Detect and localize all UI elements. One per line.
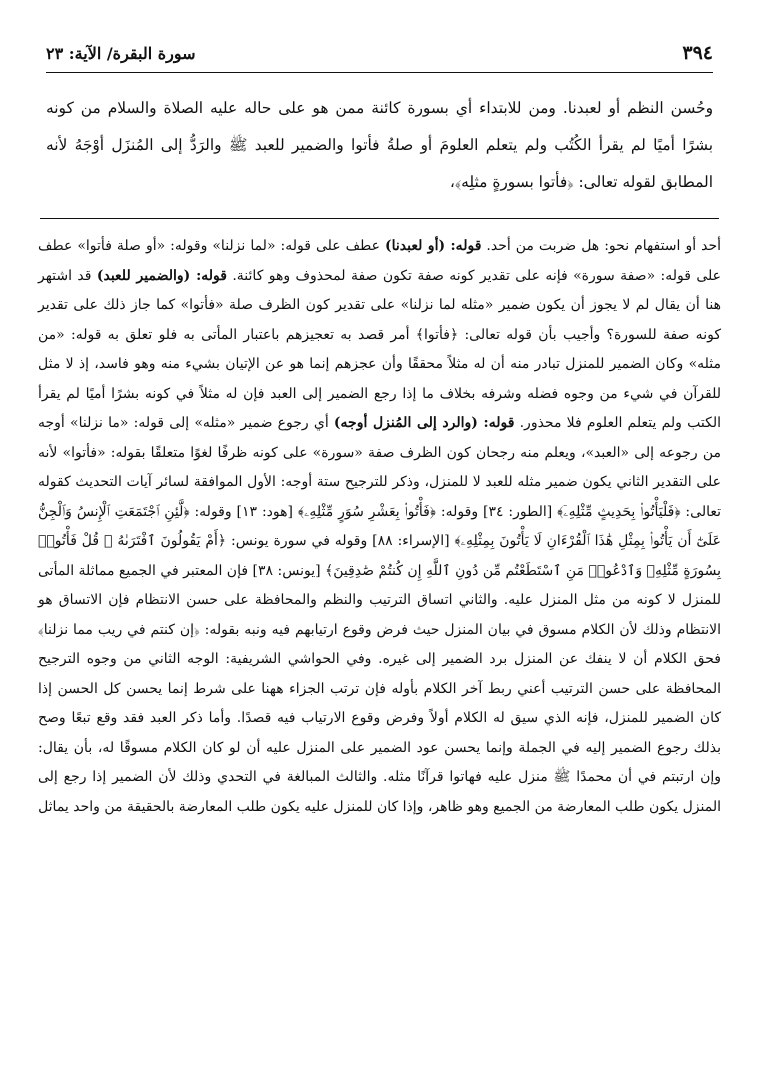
main-text bbox=[46, 90, 713, 201]
commentary-text: عطف على قوله: «لما نزلنا» وقوله: «أو صلة فأتوا» عطف على قوله: «صفة سورة» فإنه على تقدير كونه صفة تكون صفة لمحذوف وهو كائنة. bbox=[38, 238, 721, 284]
main-text-paragraph: وحُسن النظم أو لعبدنا. ومن للابتداء أي بسورة كائنة ممن هو على حاله عليه الصلاة والسلام من كونه بشرًا أميًا لم يقرأ الكُتُب ولم يتعلم العلومَ أو صلةُ فأتوا والضمير للعبد ﷺ والرَدُّ إلى المُنزَل أوْجَهُ لأنه المطابق لقوله تعالى: ﴿فأتوا بسورةٍ مثلِه﴾، bbox=[46, 99, 713, 191]
commentary-paragraph bbox=[38, 232, 721, 822]
separator-line bbox=[40, 218, 719, 219]
commentary-text: قد اشتهر هنا أن يقال لم لا يجوز أن يكون ضمير «مثله لما نزلنا» على تقدير كون الظرف صلة «فأتوا» كما جاز ذلك على تقدير كونه صفة للسورة؟ وأجيب بأن قوله تعالى: ﴿فأتوا﴾ أمر قصد به تعجيزهم باعتبار المأتى به فلو تعلق به قوله: «من مثله» وكان الضمير للمنزل تبادر منه أن له مثلاً محققًا وأن عجزهم إنما هو عن الإتيان بشيء منه وهو فاسد، إذ لا مثل للقرآن في شيء من وجوه فضله وشرفه بخلاف ما إذا رجع الضمير إلى العبد فإن له مثلاً في كونه بشرًا أميًا لم يقرأ الكتب ولم يتعلم العلوم فلا محذور. bbox=[38, 267, 721, 431]
commentary-text: أي رجوع ضمير «مثله» إلى قوله: «ما نزلنا» أوجه من رجوعه إلى «العبد»، ويعلم منه رجحان كون الظرف صفة «سورة» على كونه ظرفًا لغوًا متعلقًا بقوله: «فأتوا» لأنه على التقدير الثاني يكون ضمير مثله للعبد لا للمنزل، وذكر للترجيح ستة أوجه: الأول الموافقة لسائر آيات التحديث كقوله تعالى: ﴿فَلْيَأْتُوا۟ بِحَدِيثٍ مِّثْلِهِۦٓ﴾ [الطور: ٣٤] وقوله: ﴿فَأْتُوا۟ بِعَشْرِ سُوَرٍ مِّثْلِهِۦ﴾ [هود: ١٣] وقوله: ﴿لَّئِنِ ٱجْتَمَعَتِ ٱلْإِنسُ وَٱلْجِنُّ عَلَىٰٓ أَن يَأْتُوا۟ بِمِثْلِ هَٰذَا ٱلْقُرْءَانِ لَا يَأْتُونَ بِمِثْلِهِۦ﴾ [الإسراء: ٨٨] وقوله في سورة يونس: ﴿أَمْ يَقُولُونَ ٱفْتَرَىٰهُ ۖ قُلْ فَأْتُوا۟ بِسُورَةٍ مِّثْلِهِۦ وَٱدْعُوا۟ مَنِ ٱسْتَطَعْتُم مِّن دُونِ ٱللَّهِ إِن كُنتُمْ صَٰدِقِينَ﴾ [يونس: ٣٨] فإن المعتبر في الجميع مماثلة المأتى للمنزل لا كونه من مثل المنزل عليه. والثاني اتساق الترتيب والنظم والمحافظة على حسن الانتظام فإن الاتساق هو الانتظام وذلك لأن الكلام مسوق في بيان المنزل حيث فرض وقوع ارتيابهم فيه ونبه بقوله: ﴿إن كنتم في ريب مما نزلنا﴾ فحق الكلام أن لا ينفك عن المنزل برد الضمير إلى غيره. وفي الحواشي الشريفية: الوجه الثاني من وجوه الترجيح المحافظة على حسن الترتيب أعني ربط آخر الكلام بأوله فإن ترتب الجزاء ههنا على شرط إنما يحسن كل الحسن إذا كان الضمير للمنزل، فإنه الذي سيق له الكلام أولاً وفرض وقوع الارتياب فيه قصدًا. وأما ذكر العبد فقد وقع تبعًا وصح بذلك رجوع الضمير إليه في الجملة وإنما يحسن عود الضمير على المنزل عليه أن لو كان الكلام مسوقًا له، بأن يقال: وإن ارتبتم في أن محمدًا ﷺ منزل عليه فهاتوا قرآنًا مثله. والثالث المبالغة في التحدي وذلك لأن الضمير إذا رجع إلى المنزل يكون طلب المعارضة من الجميع وهو ظاهر، وإذا كان للمنزل عليه يكون طلب المعارضة بالحقيقة من واحد يماثل bbox=[38, 415, 722, 815]
page-number: ٣٩٤ bbox=[682, 42, 713, 64]
running-title: سورة البقرة/ الآية: ٢٣ bbox=[46, 44, 196, 63]
commentary-heading: قوله: (والرد إلى المُنزل أوجه) bbox=[333, 415, 515, 431]
page-header bbox=[46, 38, 713, 73]
commentary-heading: قوله: (والضمير للعبد) bbox=[96, 267, 227, 284]
commentary-text: أحد أو استفهام نحو: هل ضربت من أحد. bbox=[481, 238, 721, 254]
commentary bbox=[38, 232, 721, 822]
commentary-heading: قوله: (أو لعبدنا) bbox=[384, 238, 482, 254]
